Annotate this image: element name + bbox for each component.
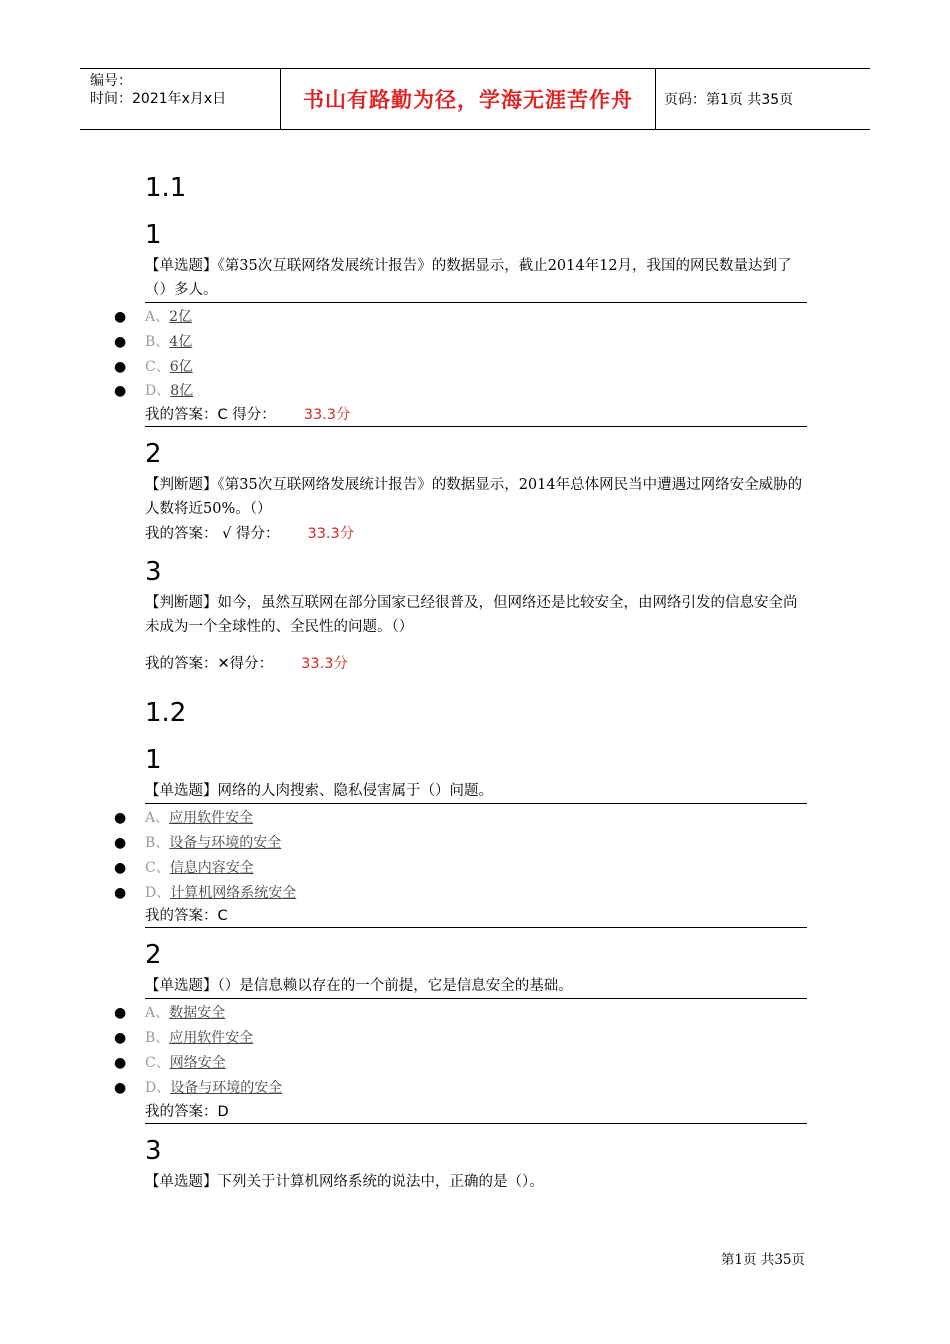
option-letter: C、: [145, 358, 170, 375]
option-text[interactable]: 4亿: [169, 333, 193, 350]
question-text: 【判断题】《第35次互联网络发展统计报告》的数据显示，2014年总体网民当中遭遇过网络安全威胁的人数将近50%。（）: [145, 477, 803, 518]
question-number: 3: [145, 557, 162, 588]
option-list: [114, 305, 807, 404]
bullet-icon: ●: [114, 834, 127, 851]
option-letter: D、: [145, 1079, 171, 1096]
option-item[interactable]: [114, 1001, 807, 1026]
question-text: 【单选题】网络的人肉搜索、隐私侵害属于（）问题。: [145, 779, 807, 804]
option-text[interactable]: 设备与环境的安全: [170, 1079, 283, 1096]
option-text[interactable]: 应用软件安全: [169, 1030, 254, 1047]
document-header: [80, 68, 870, 130]
option-text[interactable]: 信息内容安全: [169, 859, 254, 876]
bullet-icon: ●: [114, 810, 127, 827]
my-answer: [145, 653, 807, 675]
answer-score: 33.3分: [301, 656, 348, 673]
my-answer: [145, 404, 807, 427]
option-text[interactable]: 2亿: [169, 309, 193, 325]
answer-score: 33.3分: [307, 526, 355, 543]
section-title: 1.1: [145, 173, 187, 203]
option-letter: C、: [145, 859, 170, 876]
option-text[interactable]: 应用软件安全: [169, 810, 254, 827]
option-text[interactable]: 6亿: [169, 358, 193, 375]
option-letter: B、: [145, 1030, 170, 1047]
time-label: 时间：2021年x月x日: [90, 91, 227, 107]
answer-text: 我的答案：✕得分：: [145, 656, 274, 673]
option-letter: A、: [145, 1005, 170, 1022]
option-item[interactable]: [114, 379, 807, 404]
option-letter: B、: [145, 333, 170, 350]
bullet-icon: ●: [114, 309, 127, 325]
my-answer: [145, 1101, 807, 1124]
option-item[interactable]: [114, 1026, 807, 1051]
option-item[interactable]: [114, 355, 807, 380]
question-text: 【单选题】《第35次互联网络发展统计报告》的数据显示，截止2014年12月，我国的网民数量达到了（）多人。: [145, 254, 807, 303]
answer-text: 我的答案：C: [145, 908, 228, 925]
section-title: 1.2: [145, 698, 187, 729]
question-number: 2: [145, 439, 162, 470]
option-letter: B、: [145, 834, 170, 851]
option-list: [114, 1001, 807, 1100]
bullet-icon: ●: [114, 333, 127, 350]
option-list: [114, 806, 807, 905]
answer-text: 我的答案：D: [145, 1103, 229, 1120]
bullet-icon: ●: [114, 884, 127, 901]
bullet-icon: ●: [114, 859, 127, 876]
question-number: 2: [145, 940, 162, 971]
number-label: 编号：: [90, 73, 132, 89]
my-answer: [145, 905, 807, 928]
question-text: 【判断题】如今，虽然互联网在部分国家已经很普及，但网络还是比较安全，由网络引发的信息安全尚未成为一个全球性的、全民性的问题。（）: [145, 595, 798, 636]
bullet-icon: ●: [114, 1005, 127, 1022]
option-item[interactable]: [114, 881, 807, 906]
option-item[interactable]: [114, 1051, 807, 1076]
option-letter: D、: [145, 383, 171, 400]
page-label: 页码：第1页 共35页: [664, 92, 794, 108]
option-text[interactable]: 设备与环境的安全: [169, 834, 282, 851]
question-text: 【单选题】下列关于计算机网络系统的说法中，正确的是（）。: [145, 1173, 544, 1190]
header-left-cell: [80, 69, 280, 129]
option-letter: A、: [145, 309, 170, 325]
option-item[interactable]: [114, 330, 807, 355]
option-item[interactable]: [114, 806, 807, 831]
question-number: 1: [145, 745, 162, 776]
option-item[interactable]: [114, 305, 807, 330]
my-answer: [145, 523, 807, 545]
bullet-icon: ●: [114, 383, 127, 400]
question-text: 【单选题】（）是信息赖以存在的一个前提，它是信息安全的基础。: [145, 974, 807, 999]
bullet-icon: ●: [114, 1030, 127, 1047]
option-item[interactable]: [114, 831, 807, 856]
motto: 书山有路勤为径，学海无涯苦作舟: [280, 69, 656, 129]
option-letter: D、: [145, 884, 171, 901]
option-text[interactable]: 网络安全: [169, 1054, 226, 1071]
bullet-icon: ●: [114, 1079, 127, 1096]
option-letter: A、: [145, 810, 170, 827]
option-item[interactable]: [114, 1076, 807, 1101]
question-number: 3: [145, 1135, 162, 1166]
document-body: [114, 160, 807, 1194]
question-number: 1: [145, 220, 162, 250]
option-text[interactable]: 8亿: [170, 383, 194, 400]
page-footer: 第1页 共35页: [720, 1252, 805, 1268]
answer-text: 我的答案：C 得分：: [145, 407, 276, 424]
option-text[interactable]: 数据安全: [169, 1005, 226, 1022]
answer-text: 我的答案： √ 得分：: [145, 526, 280, 543]
answer-score: 33.3分: [303, 407, 351, 424]
option-letter: C、: [145, 1054, 170, 1071]
bullet-icon: ●: [114, 1054, 127, 1071]
option-text[interactable]: 计算机网络系统安全: [170, 884, 297, 901]
option-item[interactable]: [114, 856, 807, 881]
bullet-icon: ●: [114, 358, 127, 375]
